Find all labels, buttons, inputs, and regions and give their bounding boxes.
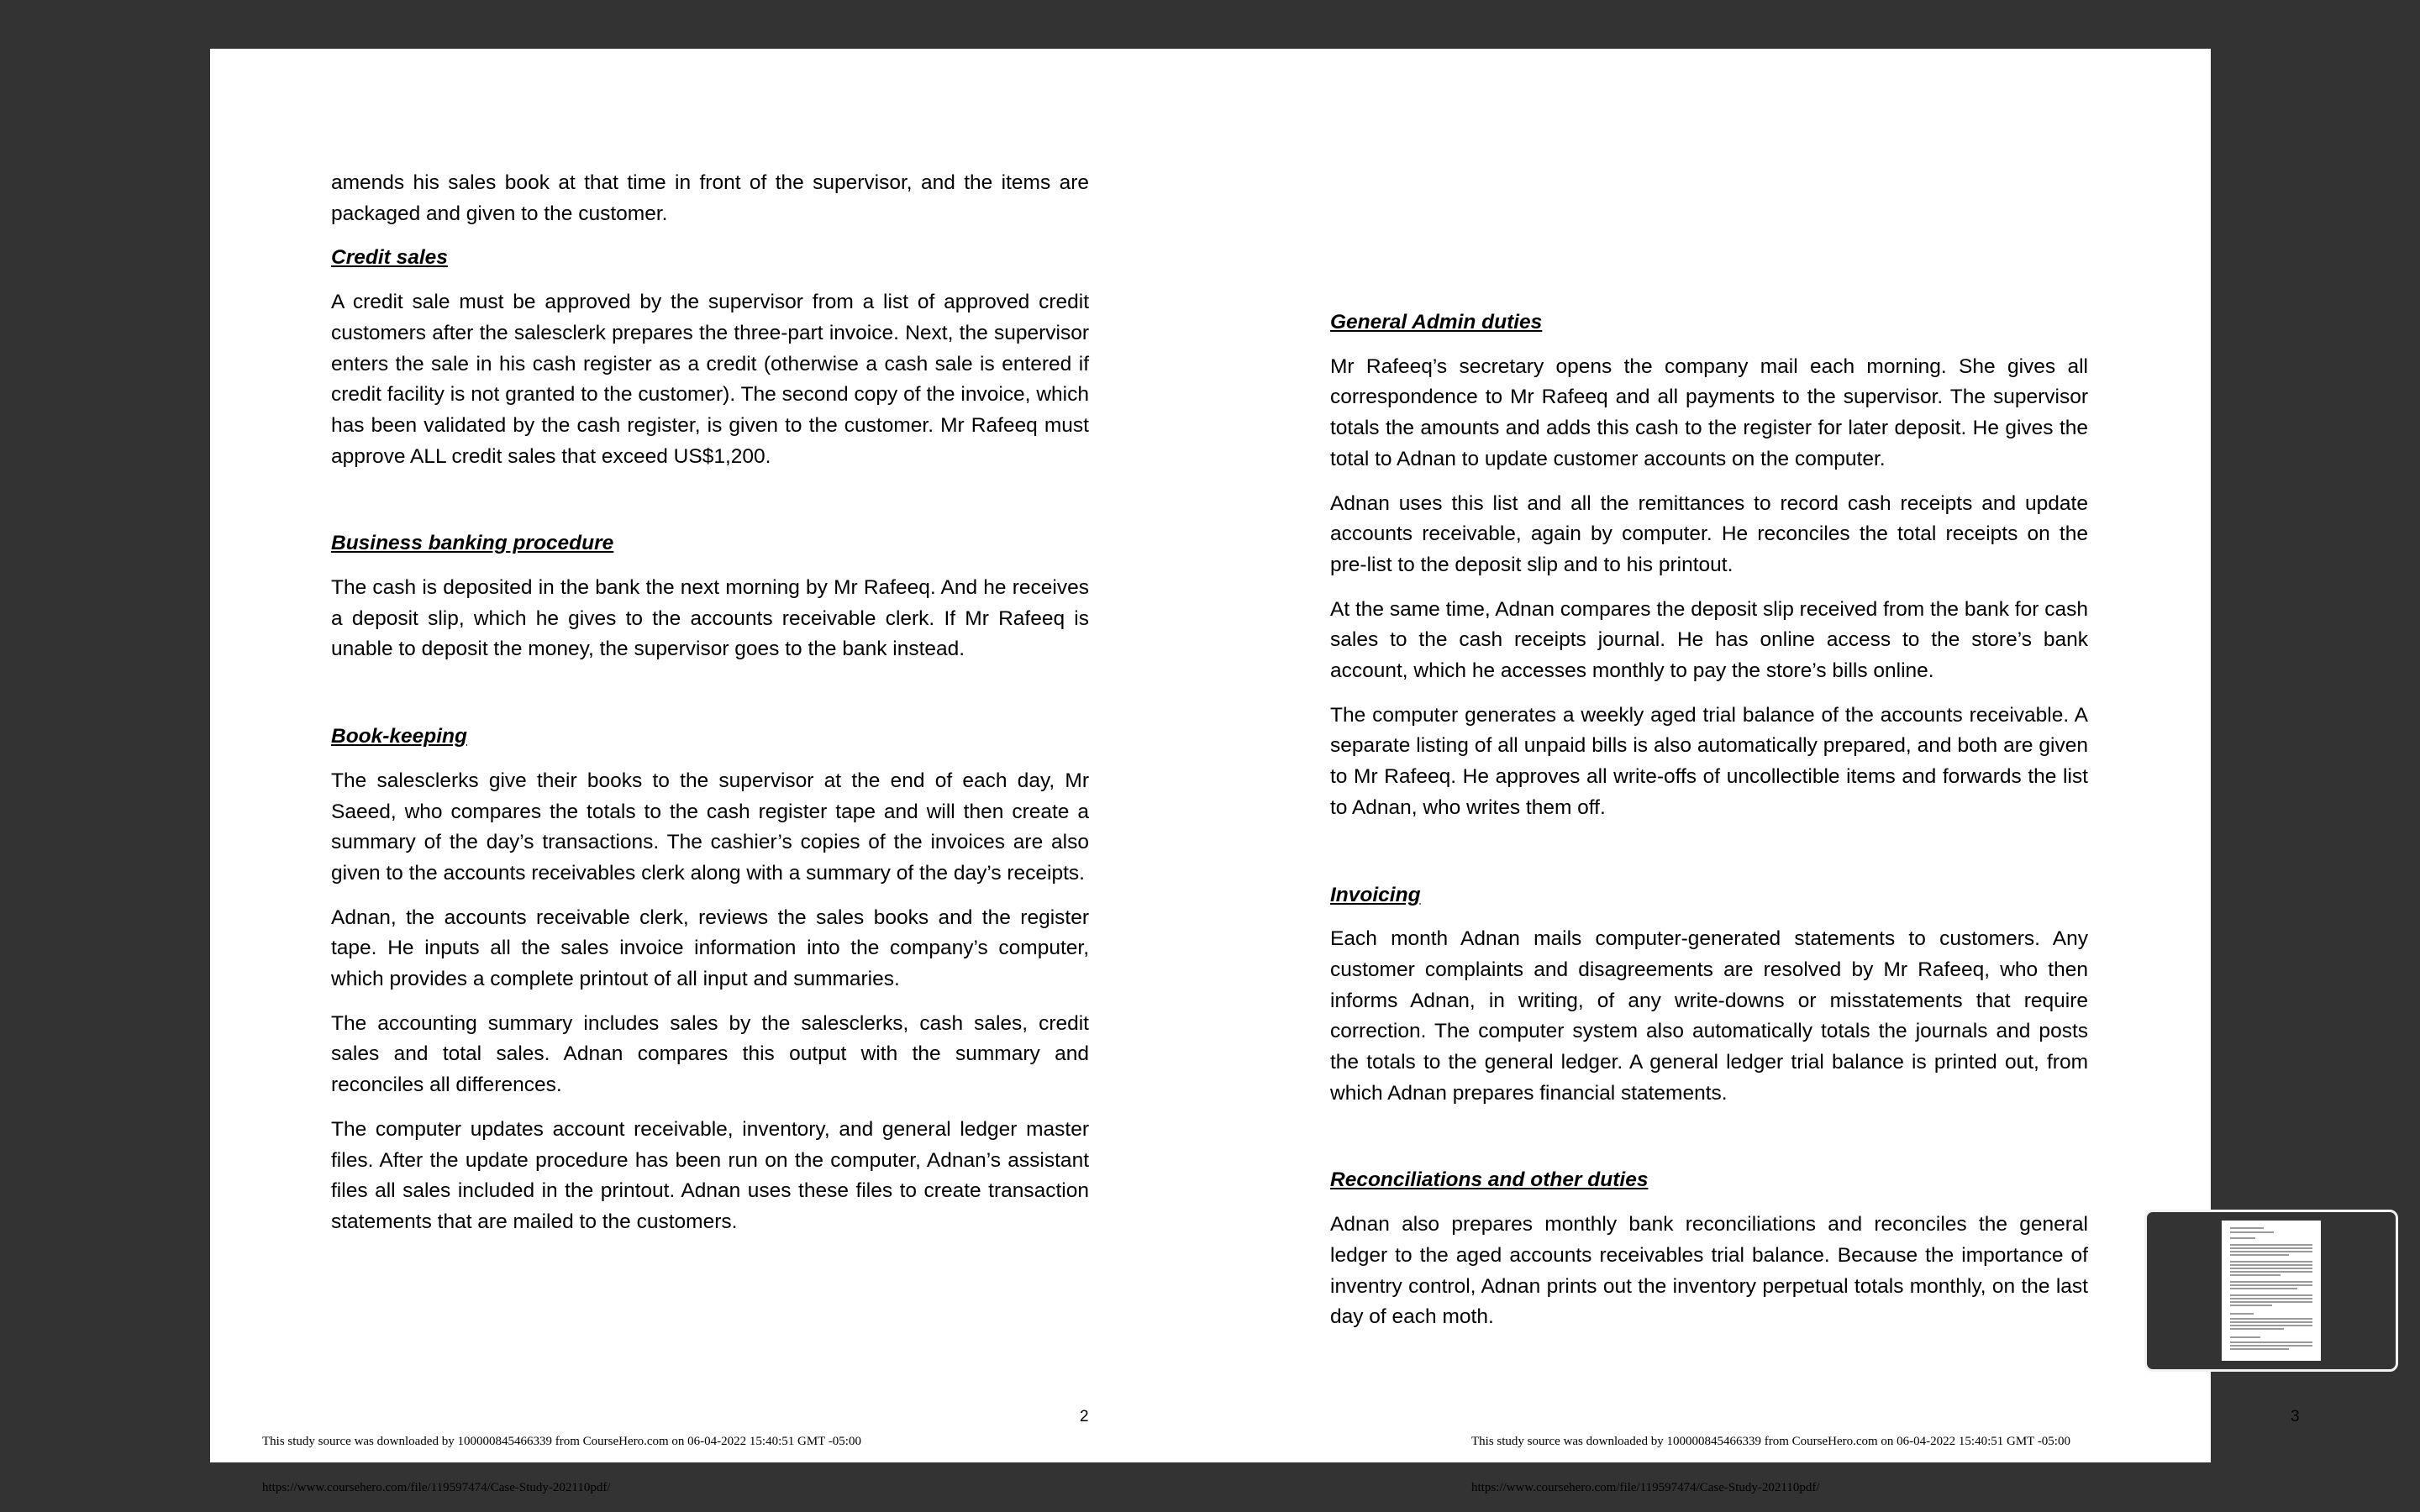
thumbnail-text-line (2230, 1348, 2289, 1350)
banking-paragraph: The cash is deposited in the bank the next morning by Mr Rafeeq. And he receives a deposit slip, which he gives to the accounts receivable clerk. If Mr Rafeeq is unable to deposit the money, the supervisor goes to the bank instead. (331, 576, 1089, 661)
thumbnail-text-line (2230, 1254, 2289, 1256)
thumbnail-text-line (2230, 1318, 2312, 1320)
section-gap (1330, 1122, 2088, 1165)
admin-paragraph: Adnan uses this list and all the remittances to record cash receipts and update accounts receivable, again by computer. He reconciles the total receipts on the pre-list to the deposit slip and to his printout. (1330, 491, 2088, 576)
section-gap (1330, 837, 2088, 880)
page-2 (210, 49, 1210, 1494)
page-thumbnail[interactable] (2222, 1221, 2321, 1361)
thumbnail-text-line (2230, 1298, 2312, 1299)
thumbnail-text-line (2230, 1227, 2264, 1229)
page-3-body (1330, 307, 2088, 1347)
admin-paragraph: At the same time, Adnan compares the deposit slip received from the bank for cash sales to the cash receipts journal. He has online access to the store’s bank account, which he accesses monthly to pay the store’s bills online. (1330, 597, 2088, 683)
thumbnail-text-line (2230, 1345, 2312, 1347)
bookkeeping-paragraph: Adnan, the accounts receivable clerk, reviews the sales books and the register tape. He inputs all the sales invoice information into the company’s computer, which provides a complete printout of all input and summaries. (331, 906, 1089, 991)
thumbnail-text-line (2230, 1301, 2312, 1303)
thumbnail-text-line (2230, 1264, 2312, 1266)
footer-url[interactable]: https://www.coursehero.com/file/119597474/Case-Study-202110pdf/ (1471, 1481, 1820, 1494)
page-3 (1210, 49, 2300, 1494)
document-spread (210, 49, 2300, 1494)
bookkeeping-paragraph: The computer updates account receivable, inventory, and general ledger master files. After the update procedure has been run on the computer, Adnan’s assistant files all sales included in the printout. Adnan uses these files to create transaction statements that are mailed to the customers. (331, 1117, 1089, 1233)
reconciliations-heading: Reconciliations and other duties (1330, 1168, 1649, 1192)
bookkeeping-paragraph: The accounting summary includes sales by the salesclerks, cash sales, credit sales and total sales. Adnan compares this output with the summary and reconciles all differences. (331, 1011, 1089, 1097)
thumbnail-text-line (2230, 1231, 2274, 1233)
credit-sales-heading: Credit sales (331, 246, 448, 270)
thumbnail-text-line (2230, 1281, 2312, 1283)
page-thumbnail-navigator[interactable] (2144, 1210, 2398, 1372)
thumbnail-text-line (2230, 1328, 2284, 1330)
page-2-body (331, 168, 1089, 1252)
banking-heading: Business banking procedure (331, 532, 614, 555)
bookkeeping-heading: Book-keeping (331, 725, 467, 748)
thumbnail-text-line (2230, 1288, 2297, 1289)
thumbnail-text-line (2230, 1336, 2260, 1338)
credit-sales-paragraph: A credit sale must be approved by the supervisor from a list of approved credit customers after the salesclerk prepares the three-part invoice. Next, the supervisor enters the sale in his cash register as a credit (otherwise a cash sale is entered if credit facility is not granted to the customer). The second copy of the invoice, which has been validated by the cash register, is given to the customer. Mr Rafeeq must approve ALL credit sales that exceed US$1,200. (331, 291, 1089, 468)
admin-paragraph: Mr Rafeeq’s secretary opens the company mail each morning. She gives all correspondence to Mr Rafeeq and all payments to the supervisor. The supervisor totals the amounts and adds this cash to the register for later deposit. He gives the total to Adnan to update customer accounts on the computer. (1330, 354, 2088, 470)
bookkeeping-paragraph: The salesclerks give their books to the supervisor at the end of each day, Mr Saeed, who compares the totals to the cash register tape and will then create a summary of the day’s transactions. The cashier’s copies of the invoices are also given to the accounts receivables clerk along with a summary of the day’s receipts. (331, 769, 1089, 885)
invoicing-paragraph: Each month Adnan mails computer-generated statements to customers. Any customer complaints and disagreements are resolved by Mr Rafeeq, who then informs Adnan, in writing, of any write-downs or misstatements that require correction. The computer system also automatically totals the journals and posts the totals to the general ledger. A general ledger trial balance is printed out, from which Adnan prepares financial statements. (1330, 927, 2088, 1105)
invoicing-heading: Invoicing (1330, 883, 1421, 906)
footer-source: This study source was downloaded by 100000845466339 from CourseHero.com on 06-04-2022 15:40:51 GMT -05:00 (262, 1435, 861, 1448)
thumbnail-text-line (2230, 1261, 2312, 1263)
page-number: 2 (1080, 1408, 1089, 1425)
thumbnail-text-line (2230, 1244, 2312, 1246)
thumbnail-text-line (2230, 1271, 2312, 1273)
thumbnail-text-line (2230, 1274, 2281, 1276)
section-gap (331, 486, 1089, 528)
thumbnail-text-line (2230, 1251, 2312, 1252)
footer-url[interactable]: https://www.coursehero.com/file/119597474/Case-Study-202110pdf/ (262, 1481, 611, 1494)
admin-heading: General Admin duties (1330, 311, 1543, 333)
thumbnail-text-line (2230, 1247, 2312, 1249)
reconciliations-paragraph: Adnan also prepares monthly bank reconciliations and reconciles the general ledger to the aged accounts receivables trial balance. Because the importance of inventry control, Adnan prints out the inventory perpetual totals monthly, on the last day of each moth. (1330, 1213, 2088, 1329)
thumbnail-text-line (2230, 1294, 2312, 1296)
thumbnail-text-line (2230, 1341, 2312, 1343)
admin-paragraph: The computer generates a weekly aged trial balance of the accounts receivable. A separate listing of all unpaid bills is also automatically prepared, and both are given to Mr Rafeeq. He approves all write-offs of uncollectible items and forwards the list to Adnan, who writes them off. (1330, 703, 2088, 819)
thumbnail-text-line (2230, 1237, 2255, 1239)
thumbnail-text-line (2230, 1305, 2272, 1306)
intro-paragraph: amends his sales book at that time in front of the supervisor, and the items are packaged and given to the customer. (331, 171, 1089, 225)
thumbnail-text-line (2230, 1321, 2312, 1323)
section-gap (331, 679, 1089, 722)
thumbnail-text-line (2230, 1284, 2312, 1286)
thumbnail-text-line (2230, 1325, 2312, 1326)
thumbnail-text-line (2230, 1313, 2254, 1315)
thumbnail-text-line (2230, 1268, 2312, 1269)
page-number: 3 (2291, 1408, 2300, 1425)
footer-source: This study source was downloaded by 100000845466339 from CourseHero.com on 06-04-2022 15:40:51 GMT -05:00 (1471, 1435, 2070, 1448)
